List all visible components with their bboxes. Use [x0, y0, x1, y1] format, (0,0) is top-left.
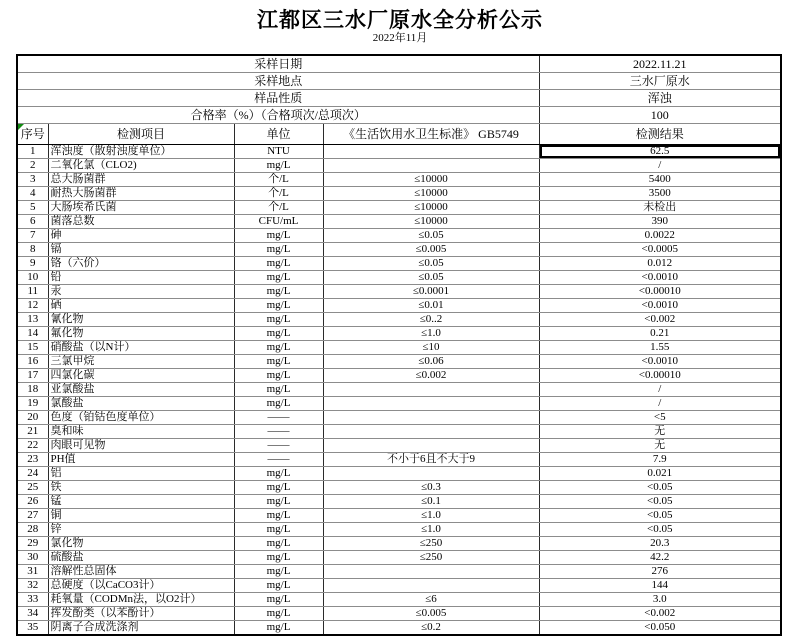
standard-cell[interactable] — [323, 425, 539, 439]
table-row — [17, 411, 781, 425]
result-cell[interactable]: 7.9 — [539, 453, 781, 467]
row-number-cell[interactable]: 21 — [17, 425, 48, 439]
unit-cell[interactable]: mg/L — [234, 383, 323, 397]
row-number-cell[interactable]: 30 — [17, 551, 48, 565]
unit-cell[interactable]: mg/L — [234, 607, 323, 621]
page-subtitle: 2022年11月 — [372, 32, 428, 44]
unit-cell[interactable]: —— — [234, 453, 323, 467]
standard-cell[interactable] — [323, 145, 539, 159]
info-label[interactable]: 样品性质 — [17, 90, 539, 107]
unit-cell[interactable]: —— — [234, 425, 323, 439]
row-number-cell[interactable]: 28 — [17, 523, 48, 537]
result-cell[interactable]: <0.002 — [539, 313, 781, 327]
unit-cell[interactable]: mg/L — [234, 551, 323, 565]
item-name-cell[interactable]: 浑浊度（散射浊度单位） — [48, 145, 234, 159]
unit-cell[interactable]: 个/L — [234, 201, 323, 215]
unit-cell[interactable]: mg/L — [234, 257, 323, 271]
info-row — [17, 107, 781, 124]
item-name-cell[interactable]: 大肠埃希氏菌 — [48, 201, 234, 215]
table-row — [17, 299, 781, 313]
item-name-cell[interactable]: 镉 — [48, 243, 234, 257]
table-row — [17, 313, 781, 327]
result-cell[interactable]: / — [539, 159, 781, 173]
result-cell[interactable]: <0.05 — [539, 509, 781, 523]
standard-cell[interactable] — [323, 439, 539, 453]
table-row — [17, 621, 781, 636]
row-number-cell[interactable]: 29 — [17, 537, 48, 551]
row-number-cell[interactable]: 24 — [17, 467, 48, 481]
item-name-cell[interactable]: 氯酸盐 — [48, 397, 234, 411]
row-number-cell[interactable]: 3 — [17, 173, 48, 187]
table-row — [17, 537, 781, 551]
result-cell[interactable]: 0.21 — [539, 327, 781, 341]
result-cell[interactable]: 144 — [539, 579, 781, 593]
standard-cell[interactable] — [323, 397, 539, 411]
standard-cell[interactable]: ≤0.05 — [323, 257, 539, 271]
result-cell[interactable]: <0.0005 — [539, 243, 781, 257]
standard-cell[interactable]: ≤0.005 — [323, 243, 539, 257]
result-cell[interactable]: 无 — [539, 425, 781, 439]
row-number-cell[interactable]: 18 — [17, 383, 48, 397]
column-header[interactable]: 检测结果 — [539, 124, 781, 145]
info-row — [17, 90, 781, 107]
column-header[interactable]: 序号 — [17, 124, 48, 145]
table-row — [17, 355, 781, 369]
unit-cell[interactable]: mg/L — [234, 467, 323, 481]
result-cell[interactable]: 20.3 — [539, 537, 781, 551]
table-row — [17, 425, 781, 439]
standard-cell[interactable]: ≤0.06 — [323, 355, 539, 369]
table-row — [17, 481, 781, 495]
page-title: 江都区三水厂原水全分析公示 — [257, 8, 543, 32]
info-value[interactable]: 2022.11.21 — [539, 55, 781, 73]
result-cell[interactable]: 3.0 — [539, 593, 781, 607]
result-cell[interactable]: <0.0010 — [539, 271, 781, 285]
result-cell[interactable]: 未检出 — [539, 201, 781, 215]
unit-cell[interactable]: mg/L — [234, 537, 323, 551]
unit-cell[interactable]: mg/L — [234, 159, 323, 173]
row-number-cell[interactable]: 31 — [17, 565, 48, 579]
table-row — [17, 551, 781, 565]
result-cell[interactable]: <0.00010 — [539, 285, 781, 299]
row-number-cell[interactable]: 19 — [17, 397, 48, 411]
row-number-cell[interactable]: 2 — [17, 159, 48, 173]
row-number-cell[interactable]: 35 — [17, 621, 48, 636]
standard-cell[interactable]: ≤250 — [323, 537, 539, 551]
row-number-cell[interactable]: 23 — [17, 453, 48, 467]
item-name-cell[interactable]: 总大肠菌群 — [48, 173, 234, 187]
table-row — [17, 509, 781, 523]
info-row — [17, 73, 781, 90]
result-cell[interactable]: 1.55 — [539, 341, 781, 355]
item-name-cell[interactable]: 氰化物 — [48, 313, 234, 327]
item-name-cell[interactable]: 砷 — [48, 229, 234, 243]
table-row — [17, 467, 781, 481]
table-row — [17, 453, 781, 467]
row-number-cell[interactable]: 33 — [17, 593, 48, 607]
item-name-cell[interactable]: 二氧化氯（CLO2) — [48, 159, 234, 173]
unit-cell[interactable]: mg/L — [234, 481, 323, 495]
item-name-cell[interactable]: 挥发酚类（以苯酚计） — [48, 607, 234, 621]
table-row — [17, 327, 781, 341]
item-name-cell[interactable]: 臭和味 — [48, 425, 234, 439]
result-cell[interactable]: <5 — [539, 411, 781, 425]
table-row — [17, 187, 781, 201]
item-name-cell[interactable]: 硝酸盐（以N计） — [48, 341, 234, 355]
standard-cell[interactable] — [323, 579, 539, 593]
standard-cell[interactable]: ≤0.01 — [323, 299, 539, 313]
table-row — [17, 341, 781, 355]
unit-cell[interactable]: mg/L — [234, 243, 323, 257]
info-label[interactable]: 合格率（%）（合格项次/总项次） — [17, 107, 539, 124]
table-row — [17, 243, 781, 257]
table-row — [17, 173, 781, 187]
analysis-table-body — [17, 55, 781, 635]
row-number-cell[interactable]: 22 — [17, 439, 48, 453]
unit-cell[interactable]: mg/L — [234, 565, 323, 579]
row-number-cell[interactable]: 34 — [17, 607, 48, 621]
info-value[interactable]: 三水厂原水 — [539, 73, 781, 90]
table-row — [17, 593, 781, 607]
unit-cell[interactable]: mg/L — [234, 299, 323, 313]
result-cell[interactable]: 62.5 — [539, 145, 781, 159]
info-value[interactable]: 100 — [539, 107, 781, 124]
unit-cell[interactable]: mg/L — [234, 355, 323, 369]
item-name-cell[interactable]: 铜 — [48, 509, 234, 523]
table-row — [17, 229, 781, 243]
item-name-cell[interactable]: 总硬度（以CaCO3计） — [48, 579, 234, 593]
result-cell[interactable]: 5400 — [539, 173, 781, 187]
row-number-cell[interactable]: 12 — [17, 299, 48, 313]
unit-cell[interactable]: mg/L — [234, 327, 323, 341]
item-name-cell[interactable]: 菌落总数 — [48, 215, 234, 229]
unit-cell[interactable]: mg/L — [234, 271, 323, 285]
table-row — [17, 607, 781, 621]
unit-cell[interactable]: CFU/mL — [234, 215, 323, 229]
item-name-cell[interactable]: 硫酸盐 — [48, 551, 234, 565]
table-row — [17, 439, 781, 453]
unit-cell[interactable]: mg/L — [234, 579, 323, 593]
result-cell[interactable]: <0.002 — [539, 607, 781, 621]
standard-cell[interactable] — [323, 159, 539, 173]
standard-cell[interactable]: ≤10000 — [323, 173, 539, 187]
row-number-cell[interactable]: 25 — [17, 481, 48, 495]
item-name-cell[interactable]: 汞 — [48, 285, 234, 299]
result-cell[interactable]: 276 — [539, 565, 781, 579]
table-row — [17, 495, 781, 509]
standard-cell[interactable]: ≤0.3 — [323, 481, 539, 495]
item-name-cell[interactable]: 硒 — [48, 299, 234, 313]
standard-cell[interactable]: ≤0..2 — [323, 313, 539, 327]
table-row — [17, 201, 781, 215]
result-cell[interactable]: 390 — [539, 215, 781, 229]
item-name-cell[interactable]: 四氯化碳 — [48, 369, 234, 383]
row-number-cell[interactable]: 1 — [17, 145, 48, 159]
item-name-cell[interactable]: 阴离子合成洗涤剂 — [48, 621, 234, 636]
row-number-cell[interactable]: 6 — [17, 215, 48, 229]
cell-error-flag-icon — [18, 124, 24, 130]
unit-cell[interactable]: mg/L — [234, 397, 323, 411]
standard-cell[interactable]: ≤250 — [323, 551, 539, 565]
result-cell[interactable]: 无 — [539, 439, 781, 453]
standard-cell[interactable]: ≤0.05 — [323, 271, 539, 285]
item-name-cell[interactable]: 铁 — [48, 481, 234, 495]
standard-cell[interactable]: ≤0.1 — [323, 495, 539, 509]
standard-cell[interactable]: ≤0.005 — [323, 607, 539, 621]
item-name-cell[interactable]: 耐热大肠菌群 — [48, 187, 234, 201]
unit-cell[interactable]: mg/L — [234, 495, 323, 509]
item-name-cell[interactable]: 铅 — [48, 271, 234, 285]
result-cell[interactable]: / — [539, 383, 781, 397]
info-label[interactable]: 采样地点 — [17, 73, 539, 90]
row-number-cell[interactable]: 8 — [17, 243, 48, 257]
analysis-table — [16, 54, 782, 636]
result-cell[interactable]: <0.00010 — [539, 369, 781, 383]
item-name-cell[interactable]: 锌 — [48, 523, 234, 537]
table-row — [17, 369, 781, 383]
standard-cell[interactable] — [323, 411, 539, 425]
standard-cell[interactable]: ≤0.2 — [323, 621, 539, 636]
row-number-cell[interactable]: 14 — [17, 327, 48, 341]
unit-cell[interactable]: —— — [234, 411, 323, 425]
result-cell[interactable]: <0.0010 — [539, 299, 781, 313]
unit-cell[interactable]: mg/L — [234, 285, 323, 299]
item-name-cell[interactable]: 氯化物 — [48, 537, 234, 551]
row-number-cell[interactable]: 17 — [17, 369, 48, 383]
unit-cell[interactable]: mg/L — [234, 341, 323, 355]
column-header[interactable]: 检测项目 — [48, 124, 234, 145]
standard-cell[interactable]: ≤10000 — [323, 215, 539, 229]
item-name-cell[interactable]: PH值 — [48, 453, 234, 467]
info-row — [17, 55, 781, 73]
info-value[interactable]: 浑浊 — [539, 90, 781, 107]
column-header[interactable]: 单位 — [234, 124, 323, 145]
standard-cell[interactable]: ≤1.0 — [323, 509, 539, 523]
unit-cell[interactable]: mg/L — [234, 509, 323, 523]
item-name-cell[interactable]: 耗氧量（CODMn法，以O2计） — [48, 593, 234, 607]
info-label[interactable]: 采样日期 — [17, 55, 539, 73]
column-header[interactable]: 《生活饮用水卫生标准》 GB5749 — [323, 124, 539, 145]
item-name-cell[interactable]: 氟化物 — [48, 327, 234, 341]
row-number-cell[interactable]: 13 — [17, 313, 48, 327]
result-cell[interactable]: 0.021 — [539, 467, 781, 481]
result-cell[interactable]: <0.05 — [539, 481, 781, 495]
standard-cell[interactable]: ≤1.0 — [323, 523, 539, 537]
standard-cell[interactable]: ≤6 — [323, 593, 539, 607]
row-number-cell[interactable]: 9 — [17, 257, 48, 271]
unit-cell[interactable]: mg/L — [234, 523, 323, 537]
table-row — [17, 565, 781, 579]
standard-cell[interactable]: ≤0.002 — [323, 369, 539, 383]
item-name-cell[interactable]: 铬（六价） — [48, 257, 234, 271]
standard-cell[interactable]: ≤10 — [323, 341, 539, 355]
item-name-cell[interactable]: 溶解性总固体 — [48, 565, 234, 579]
standard-cell[interactable]: ≤0.05 — [323, 229, 539, 243]
row-number-cell[interactable]: 5 — [17, 201, 48, 215]
item-name-cell[interactable]: 肉眼可见物 — [48, 439, 234, 453]
unit-cell[interactable]: mg/L — [234, 369, 323, 383]
unit-cell[interactable]: mg/L — [234, 593, 323, 607]
table-row — [17, 523, 781, 537]
row-number-cell[interactable]: 4 — [17, 187, 48, 201]
result-cell[interactable]: <0.0010 — [539, 355, 781, 369]
unit-cell[interactable]: —— — [234, 439, 323, 453]
row-number-cell[interactable]: 27 — [17, 509, 48, 523]
result-cell[interactable]: 3500 — [539, 187, 781, 201]
table-row — [17, 285, 781, 299]
standard-cell[interactable]: ≤10000 — [323, 201, 539, 215]
unit-cell[interactable]: mg/L — [234, 229, 323, 243]
table-row — [17, 271, 781, 285]
standard-cell[interactable] — [323, 467, 539, 481]
table-row — [17, 159, 781, 173]
item-name-cell[interactable]: 锰 — [48, 495, 234, 509]
row-number-cell[interactable]: 32 — [17, 579, 48, 593]
item-name-cell[interactable]: 亚氯酸盐 — [48, 383, 234, 397]
item-name-cell[interactable]: 铝 — [48, 467, 234, 481]
unit-cell[interactable]: 个/L — [234, 173, 323, 187]
row-number-cell[interactable]: 15 — [17, 341, 48, 355]
result-cell[interactable]: <0.050 — [539, 621, 781, 636]
result-cell[interactable]: 0.012 — [539, 257, 781, 271]
table-row — [17, 397, 781, 411]
result-cell[interactable]: <0.05 — [539, 523, 781, 537]
row-number-cell[interactable]: 10 — [17, 271, 48, 285]
item-name-cell[interactable]: 三氯甲烷 — [48, 355, 234, 369]
standard-cell[interactable] — [323, 565, 539, 579]
row-number-cell[interactable]: 16 — [17, 355, 48, 369]
row-number-cell[interactable]: 20 — [17, 411, 48, 425]
unit-cell[interactable]: NTU — [234, 145, 323, 159]
unit-cell[interactable]: 个/L — [234, 187, 323, 201]
table-row — [17, 579, 781, 593]
unit-cell[interactable]: mg/L — [234, 621, 323, 636]
item-name-cell[interactable]: 色度（铂钴色度单位） — [48, 411, 234, 425]
standard-cell[interactable]: 不小于6且不大于9 — [323, 453, 539, 467]
table-row — [17, 383, 781, 397]
table-row — [17, 145, 781, 159]
standard-cell[interactable]: ≤10000 — [323, 187, 539, 201]
row-number-cell[interactable]: 11 — [17, 285, 48, 299]
column-header-row — [17, 124, 781, 145]
table-row — [17, 215, 781, 229]
result-cell[interactable]: 0.0022 — [539, 229, 781, 243]
standard-cell[interactable]: ≤1.0 — [323, 327, 539, 341]
row-number-cell[interactable]: 7 — [17, 229, 48, 243]
result-cell[interactable]: / — [539, 397, 781, 411]
table-row — [17, 257, 781, 271]
result-cell[interactable]: <0.05 — [539, 495, 781, 509]
row-number-cell[interactable]: 26 — [17, 495, 48, 509]
standard-cell[interactable] — [323, 383, 539, 397]
standard-cell[interactable]: ≤0.0001 — [323, 285, 539, 299]
result-cell[interactable]: 42.2 — [539, 551, 781, 565]
unit-cell[interactable]: mg/L — [234, 313, 323, 327]
